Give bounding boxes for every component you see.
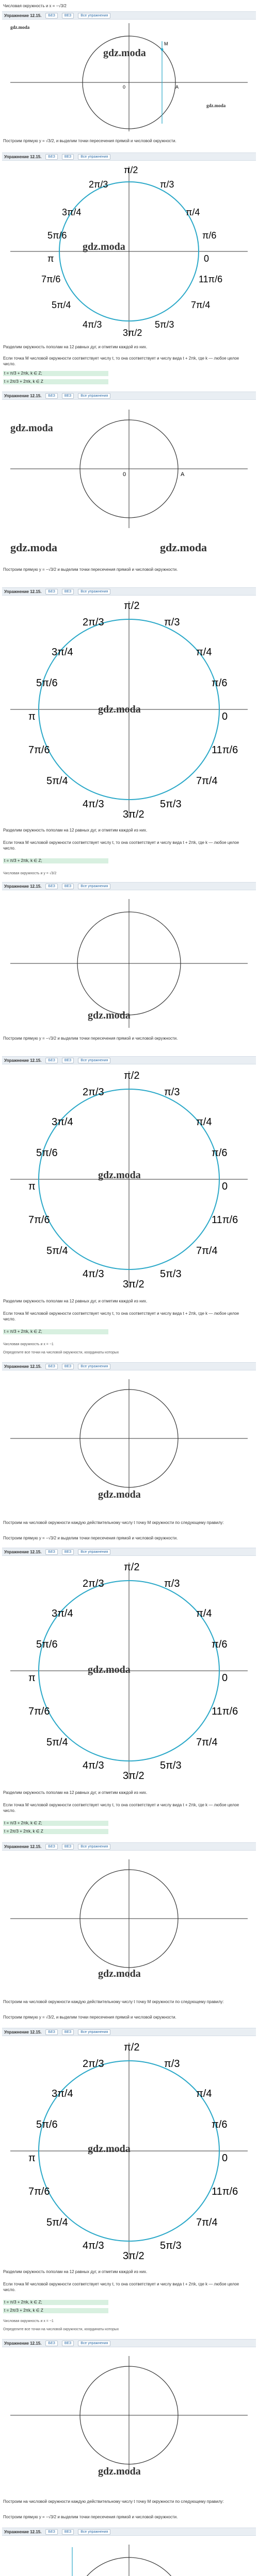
paragraph: Построим прямую y = −√3/2 и выделим точки пересечения прямой и числовой окружности. [3, 1036, 178, 1041]
toolbar-button-2[interactable]: ВЕЗ [62, 589, 74, 595]
watermark: gdz.moda [88, 1010, 131, 1021]
toolbar-button-2[interactable]: ВЕЗ [62, 1058, 74, 1063]
point-m [161, 48, 164, 51]
label-5pi-6: 5π/6 [47, 230, 67, 241]
answer-highlight: t = π/3 + 2πk, k ∈ Z; [3, 858, 108, 863]
all-exercises-button[interactable]: Все упражнения [78, 393, 110, 399]
label-pi-3: π/3 [164, 1578, 180, 1589]
all-exercises-button[interactable]: Все упражнения [78, 154, 110, 160]
label-pi-4: π/4 [196, 2088, 212, 2099]
label-pi: π [28, 711, 36, 722]
label-origin: 0 [123, 84, 126, 90]
watermark: gdz.moda [88, 2143, 131, 2155]
label-3pi-4: 3π/4 [52, 1116, 73, 1128]
exercise-title: Упражнение 12.15. [4, 1364, 42, 1369]
paragraph: Если точка M числовой окружности соответствует числу t, то она соответствует и числу вида t + 2πk, где k — любое целое число. [3, 840, 239, 851]
toolbar-button-1[interactable]: БЕЗ [45, 1844, 57, 1850]
label-pi-2: π/2 [124, 165, 138, 175]
label-zero: 0 [222, 711, 228, 722]
label-pi-2: π/2 [124, 1562, 140, 1573]
exercise-title: Упражнение 12.15. [4, 2529, 42, 2534]
exercise-toolbar [2, 2028, 256, 2036]
exercise-title: Упражнение 12.15. [4, 1549, 42, 1554]
label-pi-4: π/4 [196, 1608, 212, 1619]
all-exercises-button[interactable]: Все упражнения [78, 2029, 110, 2035]
label-11pi-6: 11π/6 [212, 1706, 238, 1717]
label-pi-2: π/2 [124, 2042, 140, 2053]
label-pi-6: π/6 [212, 2119, 228, 2130]
exercise-title: Упражнение 12.15. [4, 884, 42, 889]
label-7pi-4: 7π/4 [196, 1737, 218, 1748]
watermark: gdz.moda [10, 25, 30, 30]
exercise-title: Упражнение 12.15. [4, 589, 42, 594]
exercise-toolbar [2, 152, 256, 161]
label-pi-3: π/3 [164, 1087, 180, 1098]
label-5pi-3: 5π/3 [160, 799, 182, 810]
watermark: gdz.moda [10, 422, 53, 434]
label-pi-6: π/6 [212, 1639, 228, 1650]
label-a: A [181, 471, 185, 478]
label-zero: 0 [204, 253, 209, 264]
exercise-toolbar [2, 11, 256, 20]
all-exercises-button[interactable]: Все упражнения [78, 1364, 110, 1369]
toolbar-button-1[interactable]: БЕЗ [45, 154, 57, 160]
all-exercises-button[interactable]: Все упражнения [78, 1549, 110, 1555]
paragraph: Разделим окружность пополам на 12 равных дуг, и отметим каждой из них. [3, 828, 148, 833]
watermark: gdz.moda [206, 103, 226, 108]
label-3pi-2: 3π/2 [123, 2250, 144, 2262]
label-4pi-3: 4π/3 [83, 799, 104, 810]
paragraph: Разделим окружность пополам на 12 равных дуг, и отметим каждой из них. [3, 1790, 148, 1795]
watermark: gdz.moda [98, 1968, 141, 1979]
exercise-toolbar [2, 1548, 256, 1556]
label-pi-2: π/2 [124, 1070, 140, 1081]
toolbar-button-2[interactable]: ВЕЗ [62, 1364, 74, 1369]
exercise-toolbar [2, 1056, 256, 1064]
watermark: gdz.moda [83, 241, 125, 252]
unit-circle-diagram-7 [0, 2542, 258, 2576]
exercise-title: Упражнение 12.15. [4, 154, 42, 159]
paragraph: Если точка M числовой окружности соответствует числу t, то она соответствует и числу вида t + 2πk, где k — любое целое число. [3, 1311, 239, 1321]
label-pi-3: π/3 [160, 179, 174, 190]
toolbar-button-2[interactable]: ВЕЗ [62, 154, 74, 160]
paragraph: Разделим окружность пополам на 12 равных дуг, и отметим каждой из них. [3, 1299, 148, 1303]
toolbar-button-1[interactable]: БЕЗ [45, 393, 57, 399]
label-pi: π [47, 253, 54, 264]
paragraph: Определите все точки на числовой окружности, координаты которых [3, 1351, 119, 1354]
answer-highlight: t = 2π/3 + 2πk, k ∈ Z [3, 379, 108, 384]
answer-highlight: t = π/3 + 2πk, k ∈ Z; [3, 2300, 108, 2305]
exercise-toolbar [2, 392, 256, 400]
label-pi: π [28, 2153, 36, 2164]
label-5pi-6: 5π/6 [36, 677, 58, 689]
paragraph: Числовая окружность и y = √3/2 [3, 872, 57, 875]
label-7pi-6: 7π/6 [28, 744, 50, 756]
label-4pi-3: 4π/3 [83, 2240, 104, 2251]
toolbar-button-2[interactable]: ВЕЗ [62, 393, 74, 399]
label-pi-4: π/4 [196, 1116, 212, 1128]
label-pi-3: π/3 [164, 2058, 180, 2070]
label-3pi-4: 3π/4 [52, 1608, 73, 1619]
exercise-toolbar [2, 2339, 256, 2347]
toolbar-button-2[interactable]: ВЕЗ [62, 1844, 74, 1850]
label-5pi-3: 5π/3 [160, 2240, 182, 2251]
label-5pi-4: 5π/4 [46, 775, 68, 787]
label-11pi-6: 11π/6 [212, 744, 238, 756]
label-11pi-6: 11π/6 [212, 2186, 238, 2197]
watermark: gdz.moda [10, 541, 58, 554]
label-zero: 0 [222, 2153, 228, 2164]
all-exercises-button[interactable]: Все упражнения [78, 1058, 110, 1063]
label-m: M [164, 41, 168, 46]
label-2pi-3: 2π/3 [89, 179, 108, 190]
exercise-toolbar [2, 2528, 256, 2536]
intro-text: Числовая окружность и x = −√3/2 [3, 4, 67, 8]
watermark: gdz.moda [98, 2466, 141, 2477]
watermark: gdz.moda [98, 1170, 141, 1181]
toolbar-button-1[interactable]: БЕЗ [45, 13, 57, 19]
label-5pi-6: 5π/6 [36, 1639, 58, 1650]
answer-highlight: t = π/3 + 2πk, k ∈ Z; [3, 1329, 108, 1334]
label-7pi-4: 7π/4 [196, 775, 218, 787]
label-2pi-3: 2π/3 [83, 617, 104, 628]
label-5pi-6: 5π/6 [36, 2119, 58, 2130]
paragraph: Если точка M числовой окружности соответствует числу t, то она соответствует и числу вида t + 2πk, где k — любое целое число. [3, 1803, 239, 1813]
label-2pi-3: 2π/3 [83, 2058, 104, 2070]
toolbar-button-1[interactable]: БЕЗ [45, 884, 57, 889]
unit-circle-diagram-1 [0, 21, 258, 134]
watermark: gdz.moda [160, 541, 207, 554]
label-4pi-3: 4π/3 [83, 1760, 104, 1771]
label-a: A [175, 84, 179, 90]
paragraph: Разделим окружность пополам на 12 равных дуг, и отметим каждой из них. [3, 345, 148, 349]
label-pi-4: π/4 [196, 647, 212, 658]
answer-highlight: t = 2π/3 + 2πk, k ∈ Z [3, 1829, 108, 1834]
label-5pi-3: 5π/3 [155, 319, 174, 330]
label-3pi-4: 3π/4 [62, 207, 82, 217]
label-5pi-6: 5π/6 [36, 1147, 58, 1159]
toolbar-button-2[interactable]: ВЕЗ [62, 2029, 74, 2035]
label-5pi-3: 5π/3 [160, 1268, 182, 1280]
exercise-title: Упражнение 12.15. [4, 13, 42, 18]
label-2pi-3: 2π/3 [83, 1087, 104, 1098]
exercise-toolbar [2, 882, 256, 890]
paragraph: Разделим окружность пополам на 12 равных дуг, и отметим каждой из них. [3, 2269, 148, 2274]
watermark: gdz.moda [88, 1664, 131, 1675]
toolbar-button-1[interactable]: БЕЗ [45, 2029, 57, 2035]
label-7pi-4: 7π/4 [196, 2217, 218, 2228]
toolbar-button-1[interactable]: БЕЗ [45, 1364, 57, 1369]
label-pi-6: π/6 [212, 677, 228, 689]
label-pi-2: π/2 [124, 600, 140, 612]
label-7pi-4: 7π/4 [196, 1245, 218, 1257]
label-pi-6: π/6 [212, 1147, 228, 1159]
label-11pi-6: 11π/6 [199, 274, 223, 284]
label-4pi-3: 4π/3 [83, 1268, 104, 1280]
toolbar-button-2[interactable]: ВЕЗ [62, 2529, 74, 2535]
label-5pi-4: 5π/4 [46, 1245, 68, 1257]
watermark: gdz.moda [103, 47, 146, 59]
toolbar-button-1[interactable]: БЕЗ [45, 1549, 57, 1555]
toolbar-button-2[interactable]: ВЕЗ [62, 884, 74, 889]
all-exercises-button[interactable]: Все упражнения [78, 2529, 110, 2535]
paragraph: Числовая окружность и x = −1 [3, 1343, 54, 1346]
label-3pi-2: 3π/2 [123, 809, 144, 820]
toolbar-button-2[interactable]: ВЕЗ [62, 13, 74, 19]
exercise-title: Упражнение 12.15. [4, 393, 42, 398]
exercise-title: Упражнение 12.15. [4, 2341, 42, 2346]
label-5pi-4: 5π/4 [46, 2217, 68, 2228]
paragraph: Если точка M числовой окружности соответствует числу t, то она соответствует и числу вида t + 2πk, где k — любое целое число. [3, 356, 239, 366]
label-5pi-4: 5π/4 [46, 1737, 68, 1748]
label-7pi-4: 7π/4 [191, 300, 211, 310]
toolbar-button-2[interactable]: ВЕЗ [62, 2341, 74, 2346]
numbered-circle-diagram-1 [0, 164, 258, 339]
label-3pi-2: 3π/2 [123, 328, 142, 338]
paragraph: Построим прямую y = −√3/2 и выделим точки пересечения прямой и числовой окружности. [3, 567, 178, 572]
toolbar-button-1[interactable]: БЕЗ [45, 2341, 57, 2346]
label-7pi-6: 7π/6 [41, 274, 61, 284]
watermark: gdz.moda [98, 1489, 141, 1500]
label-7pi-6: 7π/6 [28, 2186, 50, 2197]
label-4pi-3: 4π/3 [83, 319, 102, 330]
watermark: gdz.moda [98, 704, 141, 715]
label-zero: 0 [222, 1181, 228, 1192]
label-zero: 0 [222, 1672, 228, 1684]
label-3pi-2: 3π/2 [123, 1770, 144, 1782]
exercise-title: Упражнение 12.15. [4, 1844, 42, 1849]
paragraph: Построим прямую y = −√3/2 и выделим точки пересечения прямой и числовой окружности. [3, 1536, 178, 1540]
toolbar-button-1[interactable]: БЕЗ [45, 1058, 57, 1063]
paragraph: Построим на числовой окружности каждую действительному числу t точку M окружности по следующему правилу: [3, 2499, 224, 2504]
label-3pi-4: 3π/4 [52, 647, 73, 658]
paragraph: Построим прямую y = −√3/2 и выделим точки пересечения прямой и числовой окружности. [3, 2515, 178, 2519]
unit-circle-diagram-5 [0, 1857, 258, 1980]
label-pi-4: π/4 [186, 207, 200, 217]
label-origin: 0 [123, 471, 126, 478]
toolbar-button-2[interactable]: ВЕЗ [62, 1549, 74, 1555]
all-exercises-button[interactable]: Все упражнения [78, 884, 110, 889]
all-exercises-button[interactable]: Все упражнения [78, 13, 110, 19]
all-exercises-button[interactable]: Все упражнения [78, 589, 110, 595]
toolbar-button-1[interactable]: БЕЗ [45, 589, 57, 595]
answer-highlight: t = π/3 + 2πk, k ∈ Z; [3, 1821, 108, 1826]
exercise-toolbar [2, 1842, 256, 1851]
unit-circle-diagram-6 [0, 2353, 258, 2477]
exercise-toolbar [2, 587, 256, 596]
label-5pi-4: 5π/4 [52, 300, 71, 310]
paragraph: Построим прямую y = √3/2, и выделим точки пересечения прямой и числовой окружности. [3, 2015, 176, 2020]
toolbar-button-1[interactable]: БЕЗ [45, 2529, 57, 2535]
paragraph: Числовая окружность и x = −1 [3, 2319, 54, 2323]
label-pi-3: π/3 [164, 617, 180, 628]
unit-circle-diagram-4 [0, 1377, 258, 1500]
label-pi: π [28, 1181, 36, 1192]
answer-highlight: t = 2π/3 + 2πk, k ∈ Z [3, 2308, 108, 2313]
label-7pi-6: 7π/6 [28, 1214, 50, 1226]
paragraph: Определите все точки на числовой окружности, координаты которых [3, 2328, 119, 2331]
label-pi: π [28, 1672, 36, 1684]
answer-highlight: t = π/3 + 2πk, k ∈ Z; [3, 371, 108, 376]
paragraph: Построим прямую y = √3/2, и выделим точки пересечения прямой и числовой окружности. [3, 139, 176, 143]
label-pi-6: π/6 [202, 230, 217, 241]
all-exercises-button[interactable]: Все упражнения [78, 1844, 110, 1850]
exercise-toolbar [2, 1362, 256, 1370]
paragraph: Построим на числовой окружности каждую действительному числу t точку M окружности по следующему правилу: [3, 1520, 224, 1525]
label-3pi-4: 3π/4 [52, 2088, 73, 2099]
label-5pi-3: 5π/3 [160, 1760, 182, 1771]
exercise-title: Упражнение 12.15. [4, 2029, 42, 2035]
label-3pi-2: 3π/2 [123, 1279, 144, 1290]
label-2pi-3: 2π/3 [83, 1578, 104, 1589]
all-exercises-button[interactable]: Все упражнения [78, 2341, 110, 2346]
label-11pi-6: 11π/6 [212, 1214, 238, 1226]
paragraph: Если точка M числовой окружности соответствует числу t, то она соответствует и числу вида t + 2πk, где k — любое целое число. [3, 2282, 239, 2292]
exercise-title: Упражнение 12.15. [4, 1058, 42, 1063]
label-7pi-6: 7π/6 [28, 1706, 50, 1717]
paragraph: Построим на числовой окружности каждую действительному числу t точку M окружности по следующему правилу: [3, 1999, 224, 2004]
